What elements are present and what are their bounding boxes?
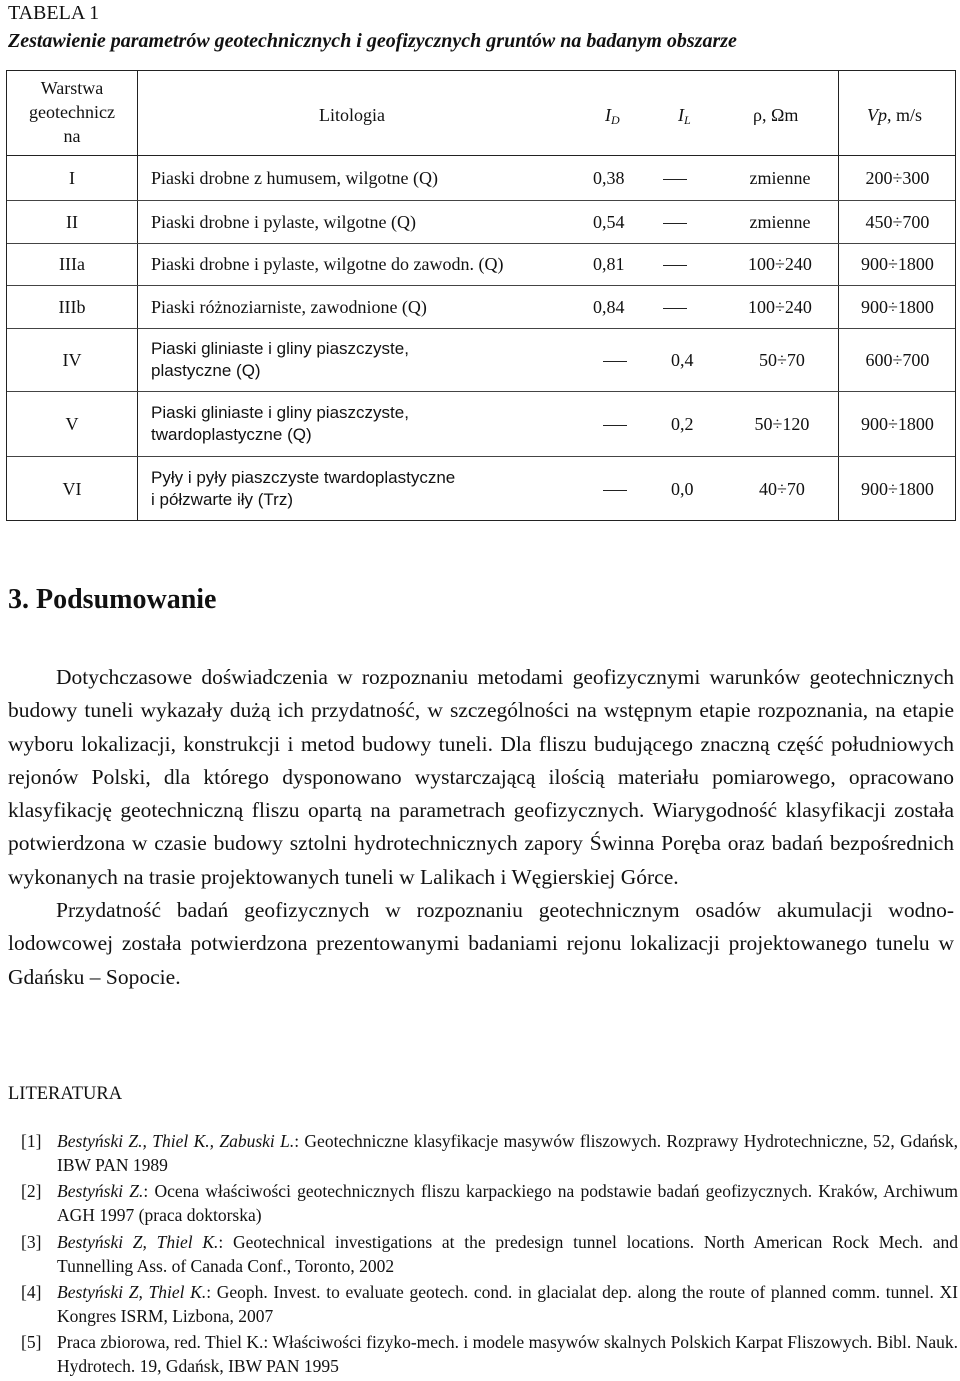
dash-mark [663,265,687,266]
lithology-line: Pyły i pyły piaszczyste twardoplastyczne [151,468,456,487]
literature-heading: LITERATURA [8,1084,123,1104]
reference-text [57,1130,958,1177]
parameters-table [6,70,956,521]
il-cell: 0,4 [671,349,694,370]
layer-cell: IIIa [59,254,85,274]
header-layer-line: Warstwa [40,78,104,98]
lithology-line: twardoplastyczne (Q) [151,424,312,444]
table-rule [7,328,955,329]
il-dash [663,253,687,275]
dash-mark [663,308,687,309]
lithology-cell: Piaski drobne z humusem, wilgotne (Q) [151,167,438,188]
reference-authors: Bestyński Z, Thiel K. [57,1232,219,1252]
reference-body: Praca zbiorowa, red. Thiel K.: Właściwości fizyko-mech. i modele masywów skalnych Polskich Karpat Fliszowych. Bibl. Nauk. Hydrotech. 19, Gdańsk, IBW PAN 1995 [57,1332,958,1376]
layer-cell: VI [62,479,82,499]
dash-mark [663,223,687,224]
table-rule [7,200,955,201]
header-id: $I_D$ [605,105,620,127]
lithology-line: Piaski gliniaste i gliny piaszczyste, [151,338,409,358]
dash-mark [603,425,627,426]
reference-number: [3] [21,1232,42,1252]
id-cell: 0,81 [593,254,625,274]
il-dash [663,211,687,233]
lithology-line: Piaski gliniaste i gliny piaszczyste, [151,402,409,422]
id-dash [603,413,627,435]
layer-cell: IIIb [58,296,86,317]
reference-body: : Geotechnical investigations at the predesign tunnel locations. North American Rock Mech. and Tunnelling Ass. of Canada Conf., Toronto, 2002 [57,1232,958,1276]
id-cell: 0,54 [593,211,625,232]
dash-mark [603,490,627,491]
header-rho: ρ, Ωm [753,105,799,125]
vp-cell: 600÷700 [865,349,930,370]
lithology-cell [151,402,409,446]
header-layer [7,76,137,148]
id-cell: 0,38 [593,167,625,188]
il-dash [663,296,687,318]
il-cell: 0,2 [671,413,694,434]
header-layer-line: geotechnicz [29,102,115,122]
rho-cell: zmienne [749,167,811,188]
header-layer-line: na [63,126,81,146]
vp-cell: 200÷300 [865,167,930,188]
lithology-line: i półzwarte iły (Trz) [151,490,293,509]
reference-authors: Bestyński Z, Thiel K. [57,1282,207,1302]
il-cell: 0,0 [671,479,694,499]
rho-cell: 100÷240 [748,254,812,274]
dash-mark [663,179,687,180]
table-rule [7,243,955,244]
reference-body: : Geotechniczne klasyfikacje masywów fliszowych. Rozprawy Hydrotechniczne, 52, Gdańsk, IBW PAN 1989 [57,1131,958,1175]
layer-cell: I [69,167,75,188]
dash-mark [603,361,627,362]
layer-cell: V [65,413,79,434]
table-divider [137,71,138,520]
lithology-cell [151,467,455,511]
reference-body: : Ocena właściwości geotechnicznych fliszu karpackiego na podstawie badań geofizycznych. Kraków, Archiwum AGH 1997 (praca doktorska) [57,1181,959,1225]
rho-cell: 50÷70 [759,349,805,370]
il-dash [663,167,687,189]
id-dash [603,478,627,500]
table-rule [7,391,955,392]
rho-cell: 100÷240 [748,296,812,317]
reference-number: [5] [21,1332,42,1352]
reference-text [57,1180,958,1227]
reference-text [57,1231,958,1278]
rho-cell: 50÷120 [754,413,810,434]
reference-text [57,1281,958,1328]
table-rule [7,285,955,286]
reference-text [57,1331,958,1378]
table-label: TABELA 1 [8,2,100,24]
reference-body: : Geoph. Invest. to evaluate geotech. cond. in glacialat dep. along the route of planned comm. tunnel. XI Kongres ISRM, Lizbona, 2007 [57,1282,958,1326]
reference-number: [1] [21,1131,42,1151]
reference-number: [4] [21,1282,42,1302]
rho-cell: 40÷70 [759,479,805,499]
table-caption: Zestawienie parametrów geotechnicznych i geofizycznych gruntów na badanym obszarze [8,30,737,52]
paragraph: Dotychczasowe doświadczenia w rozpoznaniu metodami geofizycznymi warunków geotechnicznych budowy tuneli wykazały dużą ich przydatność, w szczególności na wstępnym etapie rozpoznania, na etapie wyboru lokalizacji, konstrukcji i metod budowy tuneli. Dla fliszu budującego znaczną część południowych rejonów Polski, dla którego dysponowano wystarczającą ilością materiału pomiarowego, opracowano klasyfikację geotechniczną fliszu opartą na parametrach geofizycznych. Wiarygodność klasyfikacji została potwierdzona w czasie budowy sztolni hydrotechnicznych zapory Świnna Poręba oraz badań bezpośrednich wykonanych na trasie projektowanych tuneli w Lalikach i Węgierskiej Górce. [8,665,954,889]
table-rule [7,456,955,457]
id-dash [603,349,627,371]
reference-authors: Bestyński Z. [57,1181,144,1201]
header-vp: Vp, m/s [867,105,923,125]
reference-authors: Bestyński Z., Thiel K., Zabuski L. [57,1131,295,1151]
vp-cell: 900÷1800 [861,254,934,274]
lithology-line: plastyczne (Q) [151,360,261,380]
header-il: $I_L$ [678,105,691,127]
header-lithology: Litologia [319,105,385,125]
vp-cell: 900÷1800 [861,413,934,434]
layer-cell: II [66,211,78,232]
table-header-rule [7,155,955,156]
reference-number: [2] [21,1181,42,1201]
section-body [8,661,954,994]
paragraph: Przydatność badań geofizycznych w rozpoznaniu geotechnicznym osadów akumulacji wodno-lodowcowej została potwierdzona prezentowanymi badaniami rejonu lokalizacji projektowanego tunelu w Gdańsku – Sopocie. [8,898,954,989]
vp-cell: 900÷1800 [861,479,934,499]
layer-cell: IV [62,349,82,370]
id-cell: 0,84 [593,296,625,317]
section-heading: 3. Podsumowanie [8,584,217,615]
lithology-cell: Piaski drobne i pylaste, wilgotne (Q) [151,211,416,232]
lithology-cell: Piaski drobne i pylaste, wilgotne do zawodn. (Q) [151,254,504,274]
vp-cell: 450÷700 [865,211,930,232]
vp-cell: 900÷1800 [861,296,934,317]
rho-cell: zmienne [749,211,811,232]
lithology-cell: Piaski różnoziarniste, zawodnione (Q) [151,296,427,317]
lithology-cell [151,338,409,382]
